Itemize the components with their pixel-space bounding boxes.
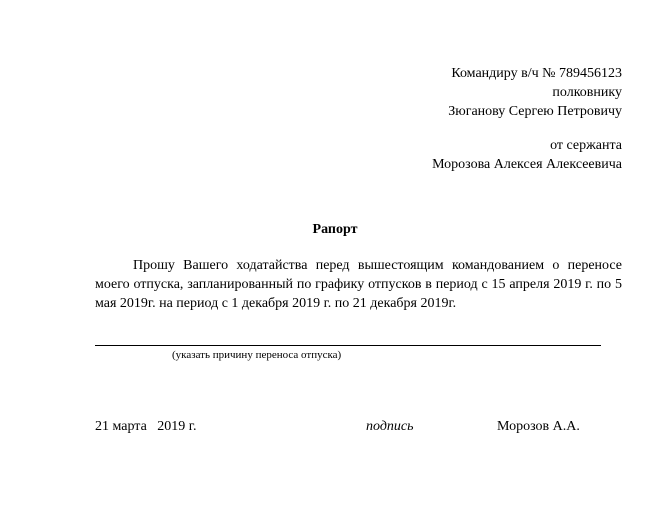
date-text: 21 марта 2019 г. [95, 419, 197, 434]
reason-hint: (указать причину переноса отпуска) [172, 349, 342, 361]
addressee-name: Зюганову Сергею Петровичу [448, 104, 622, 119]
sender-rank: от сержанта [550, 138, 622, 153]
reason-underline [95, 345, 601, 346]
addressee-unit: Командиру в/ч № 789456123 [451, 66, 622, 81]
signature-label: подпись [366, 419, 414, 434]
signer-name: Морозов А.А. [497, 419, 580, 434]
sender-name: Морозова Алексея Алексеевича [432, 157, 622, 172]
request-text: Прошу Вашего ходатайства перед вышестоящим командованием о переносе моего отпуска, запланированный по графику отпусков в период с 15 апреля 2019 г. по 5 мая 2019г. на период с 1 декабря 2019 г. по 21 декабря 2019г. [95, 258, 622, 311]
document-title: Рапорт [312, 222, 358, 237]
addressee-rank: полковнику [552, 85, 622, 100]
